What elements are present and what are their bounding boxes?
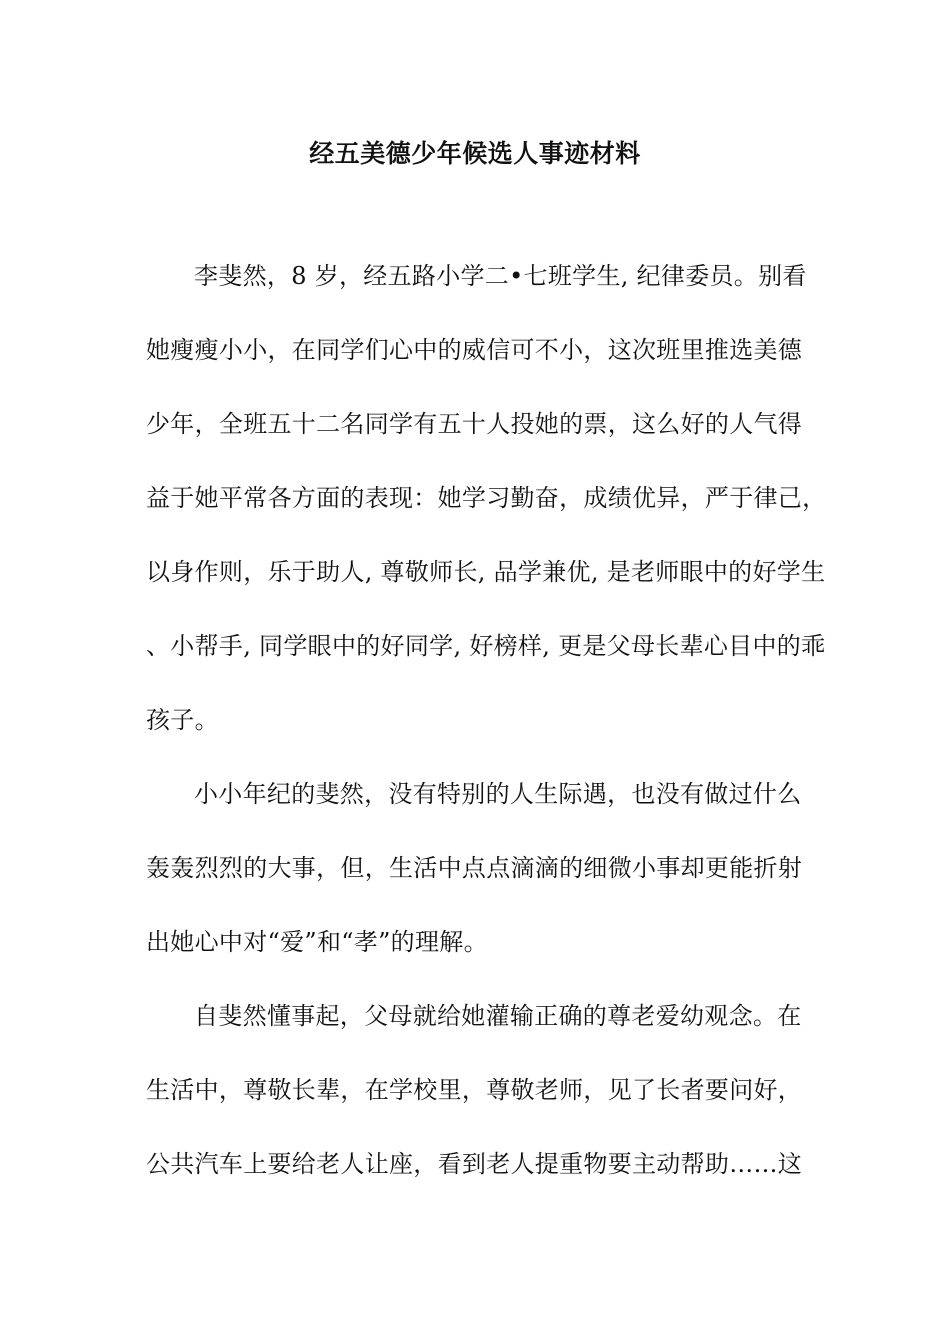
body-line: 生活中，尊敬长辈，在学校里，尊敬老师，见了长者要问好，: [146, 1076, 803, 1104]
body-line: 公共汽车上要给老人让座，看到老人提重物要主动帮助……这: [146, 1150, 803, 1178]
body-line: 李斐然，8 岁，经五路小学二•七班学生, 纪律委员。别看: [194, 262, 807, 290]
body-line: 孩子。: [146, 706, 219, 734]
body-line: 小小年纪的斐然，没有特别的人生际遇，也没有做过什么: [194, 780, 802, 808]
document-body: [146, 256, 836, 1218]
body-line: 自斐然懂事起，父母就给她灌输正确的尊老爱幼观念。在: [194, 1002, 802, 1030]
body-line: 出她心中对“爱”和“孝”的理解。: [146, 928, 488, 956]
body-line: 她瘦瘦小小，在同学们心中的威信可不小，这次班里推选美德: [146, 336, 803, 364]
body-line: 、小帮手, 同学眼中的好同学, 好榜样, 更是父母长辈心目中的乖: [146, 632, 826, 660]
body-line: 轰轰烈烈的大事，但，生活中点点滴滴的细微小事却更能折射: [146, 854, 803, 882]
body-line: 以身作则，乐于助人, 尊敬师长, 品学兼优, 是老师眼中的好学生: [146, 558, 826, 586]
body-line: 少年，全班五十二名同学有五十人投她的票，这么好的人气得: [146, 410, 803, 438]
body-line: 益于她平常各方面的表现：她学习勤奋，成绩优异，严于律己，: [146, 484, 827, 512]
document-title: 经五美德少年候选人事迹材料: [309, 139, 641, 168]
